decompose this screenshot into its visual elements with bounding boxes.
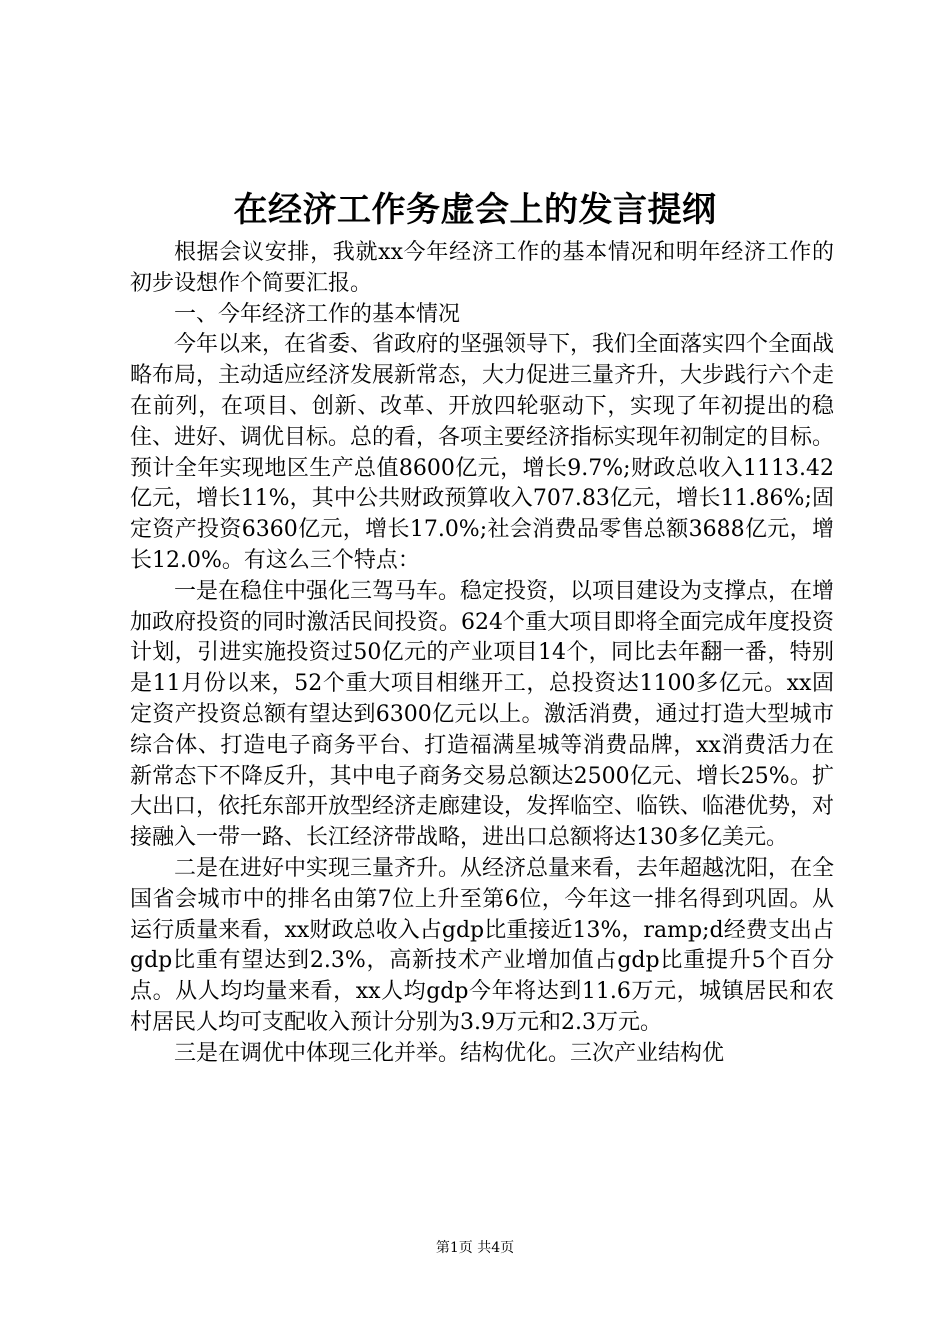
paragraph-point-1: 一是在稳住中强化三驾马车。稳定投资，以项目建设为支撑点，在增加政府投资的同时激活民间投资。624个重大项目即将全面完成年度投资计划，引进实施投资过50亿元的产业项目14个，同比去年翻一番，特别是11月份以来，52个重大项目相继开工，总投资达1100多亿元。xx固定资产投资总额有望达到6300亿元以上。激活消费，通过打造大型城市综合体、打造电子商务平台、打造福满星城等消费品牌，xx消费活力在新常态下不降反升，其中电子商务交易总额达2500亿元、增长25%。扩大出口，依托东部开放型经济走廊建设，发挥临空、临铁、临港优势，对接融入一带一路、长江经济带战略，进出口总额将达130多亿美元。 <box>130 578 835 851</box>
paragraph-point-3: 三是在调优中体现三化并举。结构优化。三次产业结构优 <box>174 1040 725 1066</box>
paragraph-point-2: 二是在进好中实现三量齐升。从经济总量来看，去年超越沈阳，在全国省会城市中的排名由第7位上升至第6位，今年这一排名得到巩固。从运行质量来看，xx财政总收入占gdp比重接近13%，ramp;d经费支出占gdp比重有望达到2.3%，高新技术产业增加值占gdp比重提升5个百分点。从人均均量来看，xx人均gdp今年将达到11.6万元，城镇居民和农村居民人均可支配收入预计分别为3.9万元和2.3万元。 <box>130 855 835 1035</box>
paragraph-overview: 今年以来，在省委、省政府的坚强领导下，我们全面落实四个全面战略布局，主动适应经济发展新常态，大力促进三量齐升，大步践行六个走在前列，在项目、创新、改革、开放四轮驱动下，实现了年初提出的稳住、进好、调优目标。总的看，各项主要经济指标实现年初制定的目标。预计全年实现地区生产总值8600亿元，增长9.7%;财政总收入1113.42亿元，增长11%，其中公共财政预算收入707.83亿元，增长11.86%;固定资产投资6360亿元，增长17.0%;社会消费品零售总额3688亿元，增长12.0%。有这么三个特点： <box>130 332 835 573</box>
page-indicator: 第1页 共4页 <box>435 1240 515 1256</box>
paragraph-intro: 根据会议安排，我就xx今年经济工作的基本情况和明年经济工作的初步设想作个简要汇报。 <box>130 240 834 296</box>
section-heading-1: 一、今年经济工作的基本情况 <box>174 301 461 327</box>
document-title: 在经济工作务虚会上的发言提纲 <box>233 190 717 230</box>
document-body <box>130 238 834 1070</box>
